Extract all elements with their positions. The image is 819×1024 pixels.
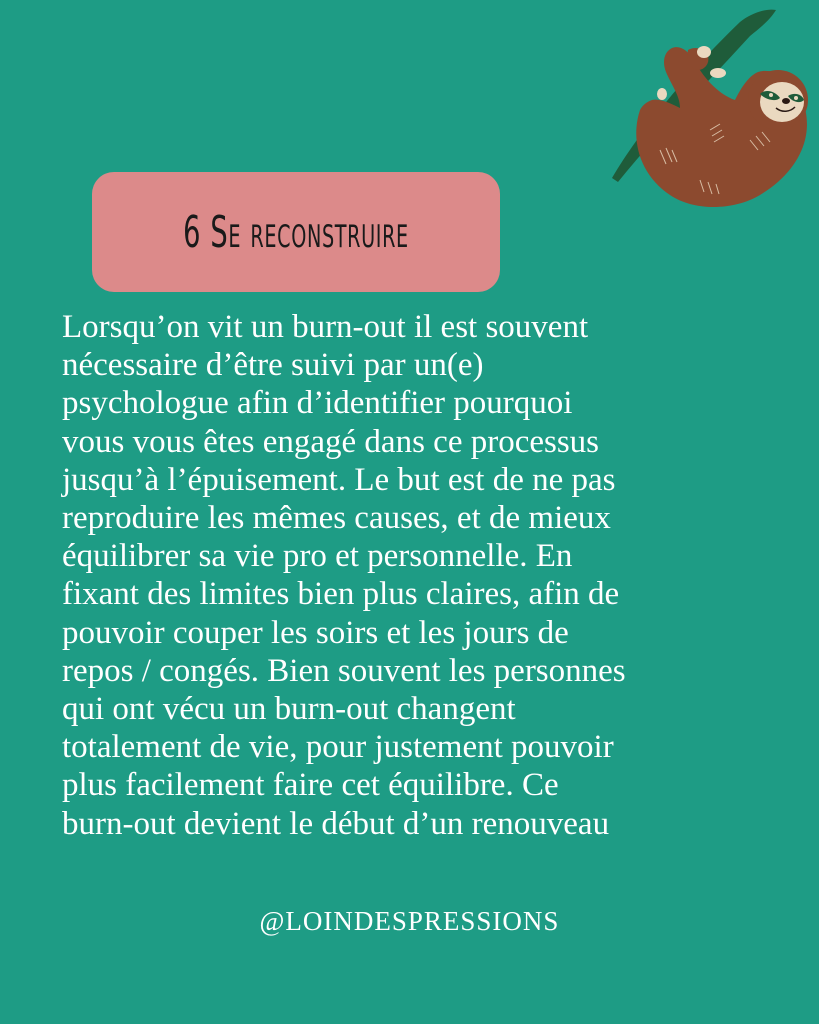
social-handle: @LOINDESPRESSIONS [259, 906, 560, 936]
section-title-badge [92, 172, 500, 292]
body-line: fixant des limites bien plus claires, afin de [62, 576, 620, 613]
body-line: nécessaire d’être suivi par un(e) [62, 347, 484, 384]
body-line: pouvoir couper les soirs et les jours de [62, 614, 569, 651]
body-line: qui ont vécu un burn-out changent [62, 691, 516, 728]
section-title: 6 Se reconstruire [183, 206, 409, 258]
body-line: totalement de vie, pour justement pouvoir [62, 729, 614, 766]
body-line: Lorsqu’on vit un burn-out il est souvent [62, 309, 589, 345]
body-line: équilibrer sa vie pro et personnelle. En [62, 538, 573, 575]
body-paragraph [62, 308, 762, 843]
body-line: jusqu’à l’épuisement. Le but est de ne pas [62, 461, 616, 498]
sloth-hanging-on-branch-icon [600, 0, 819, 220]
body-line: vous vous êtes engagé dans ce processus [62, 423, 600, 460]
body-line: repos / congés. Bien souvent les personnes [62, 652, 626, 689]
body-line: plus facilement faire cet équilibre. Ce [62, 767, 559, 804]
body-line: burn-out devient le début d’un renouveau [62, 805, 610, 842]
body-line: psychologue afin d’identifier pourquoi [62, 385, 573, 422]
body-line: reproduire les mêmes causes, et de mieux [62, 500, 611, 537]
